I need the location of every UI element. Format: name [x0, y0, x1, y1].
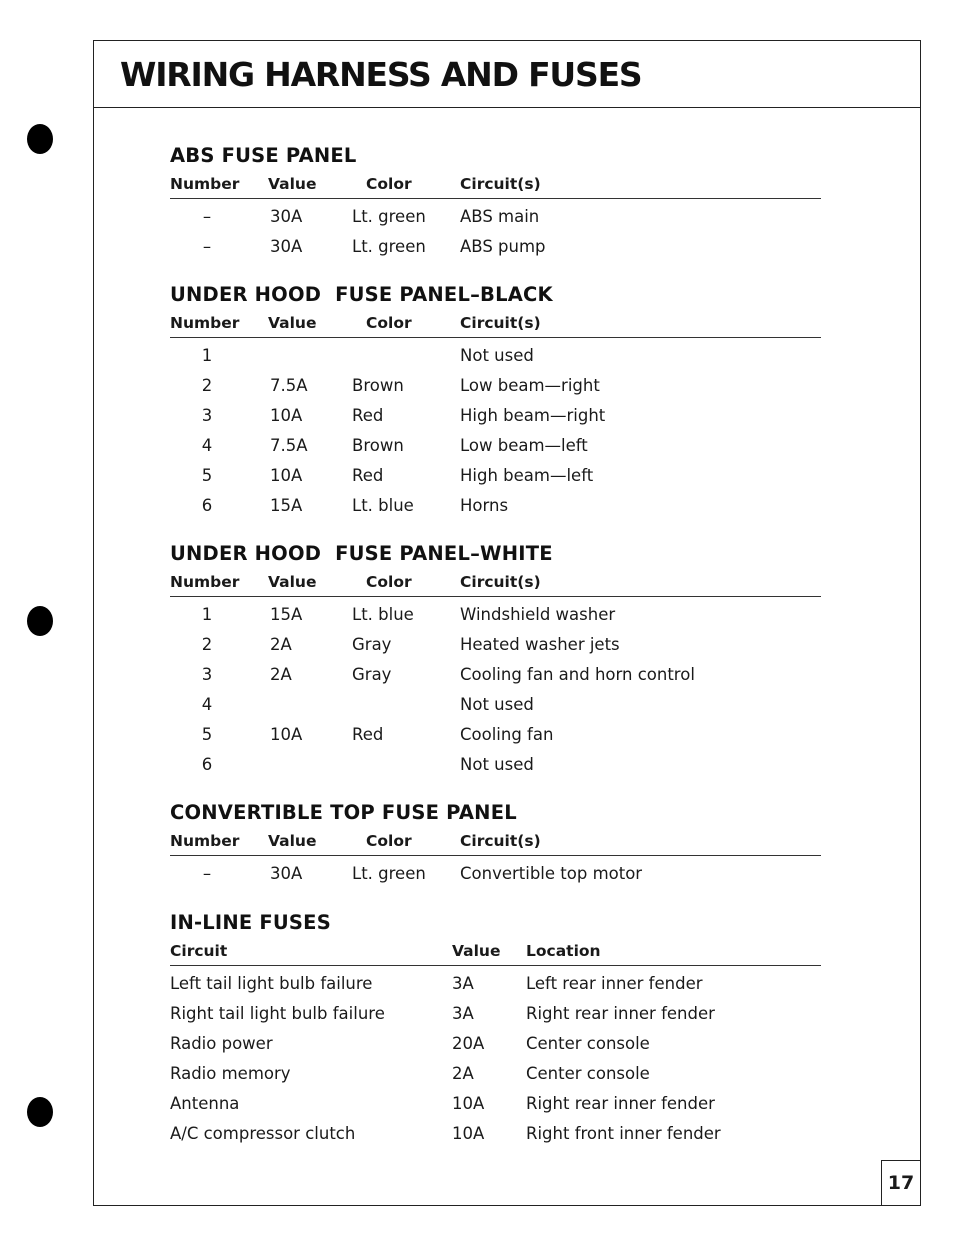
header-circuits: Circuit(s) — [460, 832, 541, 850]
table-row — [170, 232, 821, 262]
cell-value: 10A — [452, 1124, 485, 1143]
cell-location: Left rear inner fender — [526, 974, 703, 993]
table-row — [170, 750, 821, 780]
header-value: Value — [452, 942, 501, 960]
cell-number: – — [202, 237, 212, 256]
header-value: Value — [268, 175, 317, 193]
cell-circuit: Horns — [460, 496, 509, 515]
cell-circuit: Windshield washer — [460, 605, 616, 624]
cell-color: Gray — [352, 665, 392, 684]
header-location: Location — [526, 942, 601, 960]
cell-color: Red — [352, 466, 384, 485]
cell-number: 4 — [201, 695, 213, 714]
table-header — [170, 171, 821, 199]
table-row — [170, 341, 821, 371]
cell-number: 6 — [201, 496, 213, 515]
cell-color: Brown — [352, 436, 404, 455]
abs-fuse-panel — [170, 141, 821, 262]
table-header — [170, 938, 821, 966]
table-row — [170, 461, 821, 491]
cell-location: Right rear inner fender — [526, 1094, 715, 1113]
cell-number: 4 — [201, 436, 213, 455]
page-title: WIRING HARNESS AND FUSES — [120, 55, 642, 94]
table-row — [170, 491, 821, 521]
header-color: Color — [366, 832, 412, 850]
cell-color: Lt. green — [352, 207, 426, 226]
header-circuits: Circuit(s) — [460, 314, 541, 332]
header-circuit: Circuit — [170, 942, 228, 960]
table-row — [170, 1089, 821, 1119]
header-color: Color — [366, 314, 412, 332]
table-row — [170, 600, 821, 630]
page-number: 17 — [881, 1160, 921, 1206]
section-title: CONVERTIBLE TOP FUSE PANEL — [170, 801, 517, 824]
cell-circuit: Radio memory — [170, 1064, 291, 1083]
cell-circuit: Radio power — [170, 1034, 273, 1053]
cell-value: 10A — [270, 406, 303, 425]
cell-number: 5 — [201, 725, 213, 744]
cell-location: Center console — [526, 1064, 650, 1083]
cell-circuit: Cooling fan — [460, 725, 554, 744]
cell-color: Lt. green — [352, 237, 426, 256]
section-title: UNDER HOOD FUSE PANEL–BLACK — [170, 283, 553, 306]
header-value: Value — [268, 314, 317, 332]
cell-value: 2A — [270, 665, 292, 684]
cell-number: 3 — [201, 665, 213, 684]
cell-color: Lt. green — [352, 864, 426, 883]
cell-number: 5 — [201, 466, 213, 485]
cell-number: 1 — [201, 346, 213, 365]
cell-value: 30A — [270, 864, 303, 883]
cell-circuit: ABS pump — [460, 237, 546, 256]
punch-hole — [27, 124, 53, 154]
header-number: Number — [170, 175, 240, 193]
cell-value: 30A — [270, 207, 303, 226]
cell-circuit: ABS main — [460, 207, 540, 226]
header-number: Number — [170, 314, 240, 332]
cell-number: 2 — [201, 376, 213, 395]
cell-value: 7.5A — [270, 376, 308, 395]
page-header — [94, 41, 920, 108]
table-row — [170, 690, 821, 720]
cell-number: 1 — [201, 605, 213, 624]
table-header — [170, 569, 821, 597]
cell-circuit: Right tail light bulb failure — [170, 1004, 385, 1023]
table-row — [170, 371, 821, 401]
cell-circuit: A/C compressor clutch — [170, 1124, 356, 1143]
header-circuits: Circuit(s) — [460, 573, 541, 591]
cell-value: 7.5A — [270, 436, 308, 455]
cell-number: 3 — [201, 406, 213, 425]
section-title: ABS FUSE PANEL — [170, 144, 357, 167]
cell-value: 30A — [270, 237, 303, 256]
cell-color: Lt. blue — [352, 496, 414, 515]
cell-circuit: Not used — [460, 755, 534, 774]
inline-fuses — [170, 908, 821, 1149]
cell-location: Center console — [526, 1034, 650, 1053]
cell-circuit: High beam—right — [460, 406, 606, 425]
cell-number: – — [202, 864, 212, 883]
cell-circuit: Low beam—left — [460, 436, 588, 455]
table-row — [170, 1059, 821, 1089]
table-row — [170, 401, 821, 431]
convertible-top-panel — [170, 798, 821, 889]
cell-value: 3A — [452, 974, 474, 993]
under-hood-black-panel — [170, 280, 821, 521]
under-hood-white-panel — [170, 539, 821, 780]
cell-color: Brown — [352, 376, 404, 395]
section-title: IN-LINE FUSES — [170, 911, 331, 934]
cell-value: 10A — [452, 1094, 485, 1113]
table-row — [170, 1119, 821, 1149]
table-row — [170, 999, 821, 1029]
cell-number: – — [202, 207, 212, 226]
header-value: Value — [268, 832, 317, 850]
header-number: Number — [170, 832, 240, 850]
cell-circuit: Low beam—right — [460, 376, 600, 395]
cell-color: Red — [352, 725, 384, 744]
table-header — [170, 828, 821, 856]
cell-value: 2A — [270, 635, 292, 654]
table-row — [170, 1029, 821, 1059]
section-title: UNDER HOOD FUSE PANEL–WHITE — [170, 542, 553, 565]
cell-circuit: Convertible top motor — [460, 864, 643, 883]
cell-circuit: High beam—left — [460, 466, 594, 485]
cell-value: 10A — [270, 725, 303, 744]
table-row — [170, 859, 821, 889]
table-row — [170, 969, 821, 999]
cell-value: 15A — [270, 496, 303, 515]
cell-circuit: Cooling fan and horn control — [460, 665, 695, 684]
header-color: Color — [366, 175, 412, 193]
cell-value: 15A — [270, 605, 303, 624]
header-color: Color — [366, 573, 412, 591]
cell-value: 2A — [452, 1064, 474, 1083]
header-value: Value — [268, 573, 317, 591]
cell-circuit: Left tail light bulb failure — [170, 974, 373, 993]
table-row — [170, 630, 821, 660]
cell-color: Gray — [352, 635, 392, 654]
table-row — [170, 660, 821, 690]
cell-value: 20A — [452, 1034, 485, 1053]
cell-value: 10A — [270, 466, 303, 485]
table-row — [170, 720, 821, 750]
cell-circuit: Heated washer jets — [460, 635, 620, 654]
table-row — [170, 431, 821, 461]
cell-color: Lt. blue — [352, 605, 414, 624]
table-header — [170, 310, 821, 338]
table-row — [170, 202, 821, 232]
cell-number: 6 — [201, 755, 213, 774]
cell-color: Red — [352, 406, 384, 425]
cell-circuit: Antenna — [170, 1094, 240, 1113]
cell-value: 3A — [452, 1004, 474, 1023]
header-number: Number — [170, 573, 240, 591]
cell-location: Right rear inner fender — [526, 1004, 715, 1023]
header-circuits: Circuit(s) — [460, 175, 541, 193]
punch-hole — [27, 606, 53, 636]
cell-number: 2 — [201, 635, 213, 654]
cell-circuit: Not used — [460, 346, 534, 365]
cell-circuit: Not used — [460, 695, 534, 714]
punch-hole — [27, 1097, 53, 1127]
cell-location: Right front inner fender — [526, 1124, 721, 1143]
